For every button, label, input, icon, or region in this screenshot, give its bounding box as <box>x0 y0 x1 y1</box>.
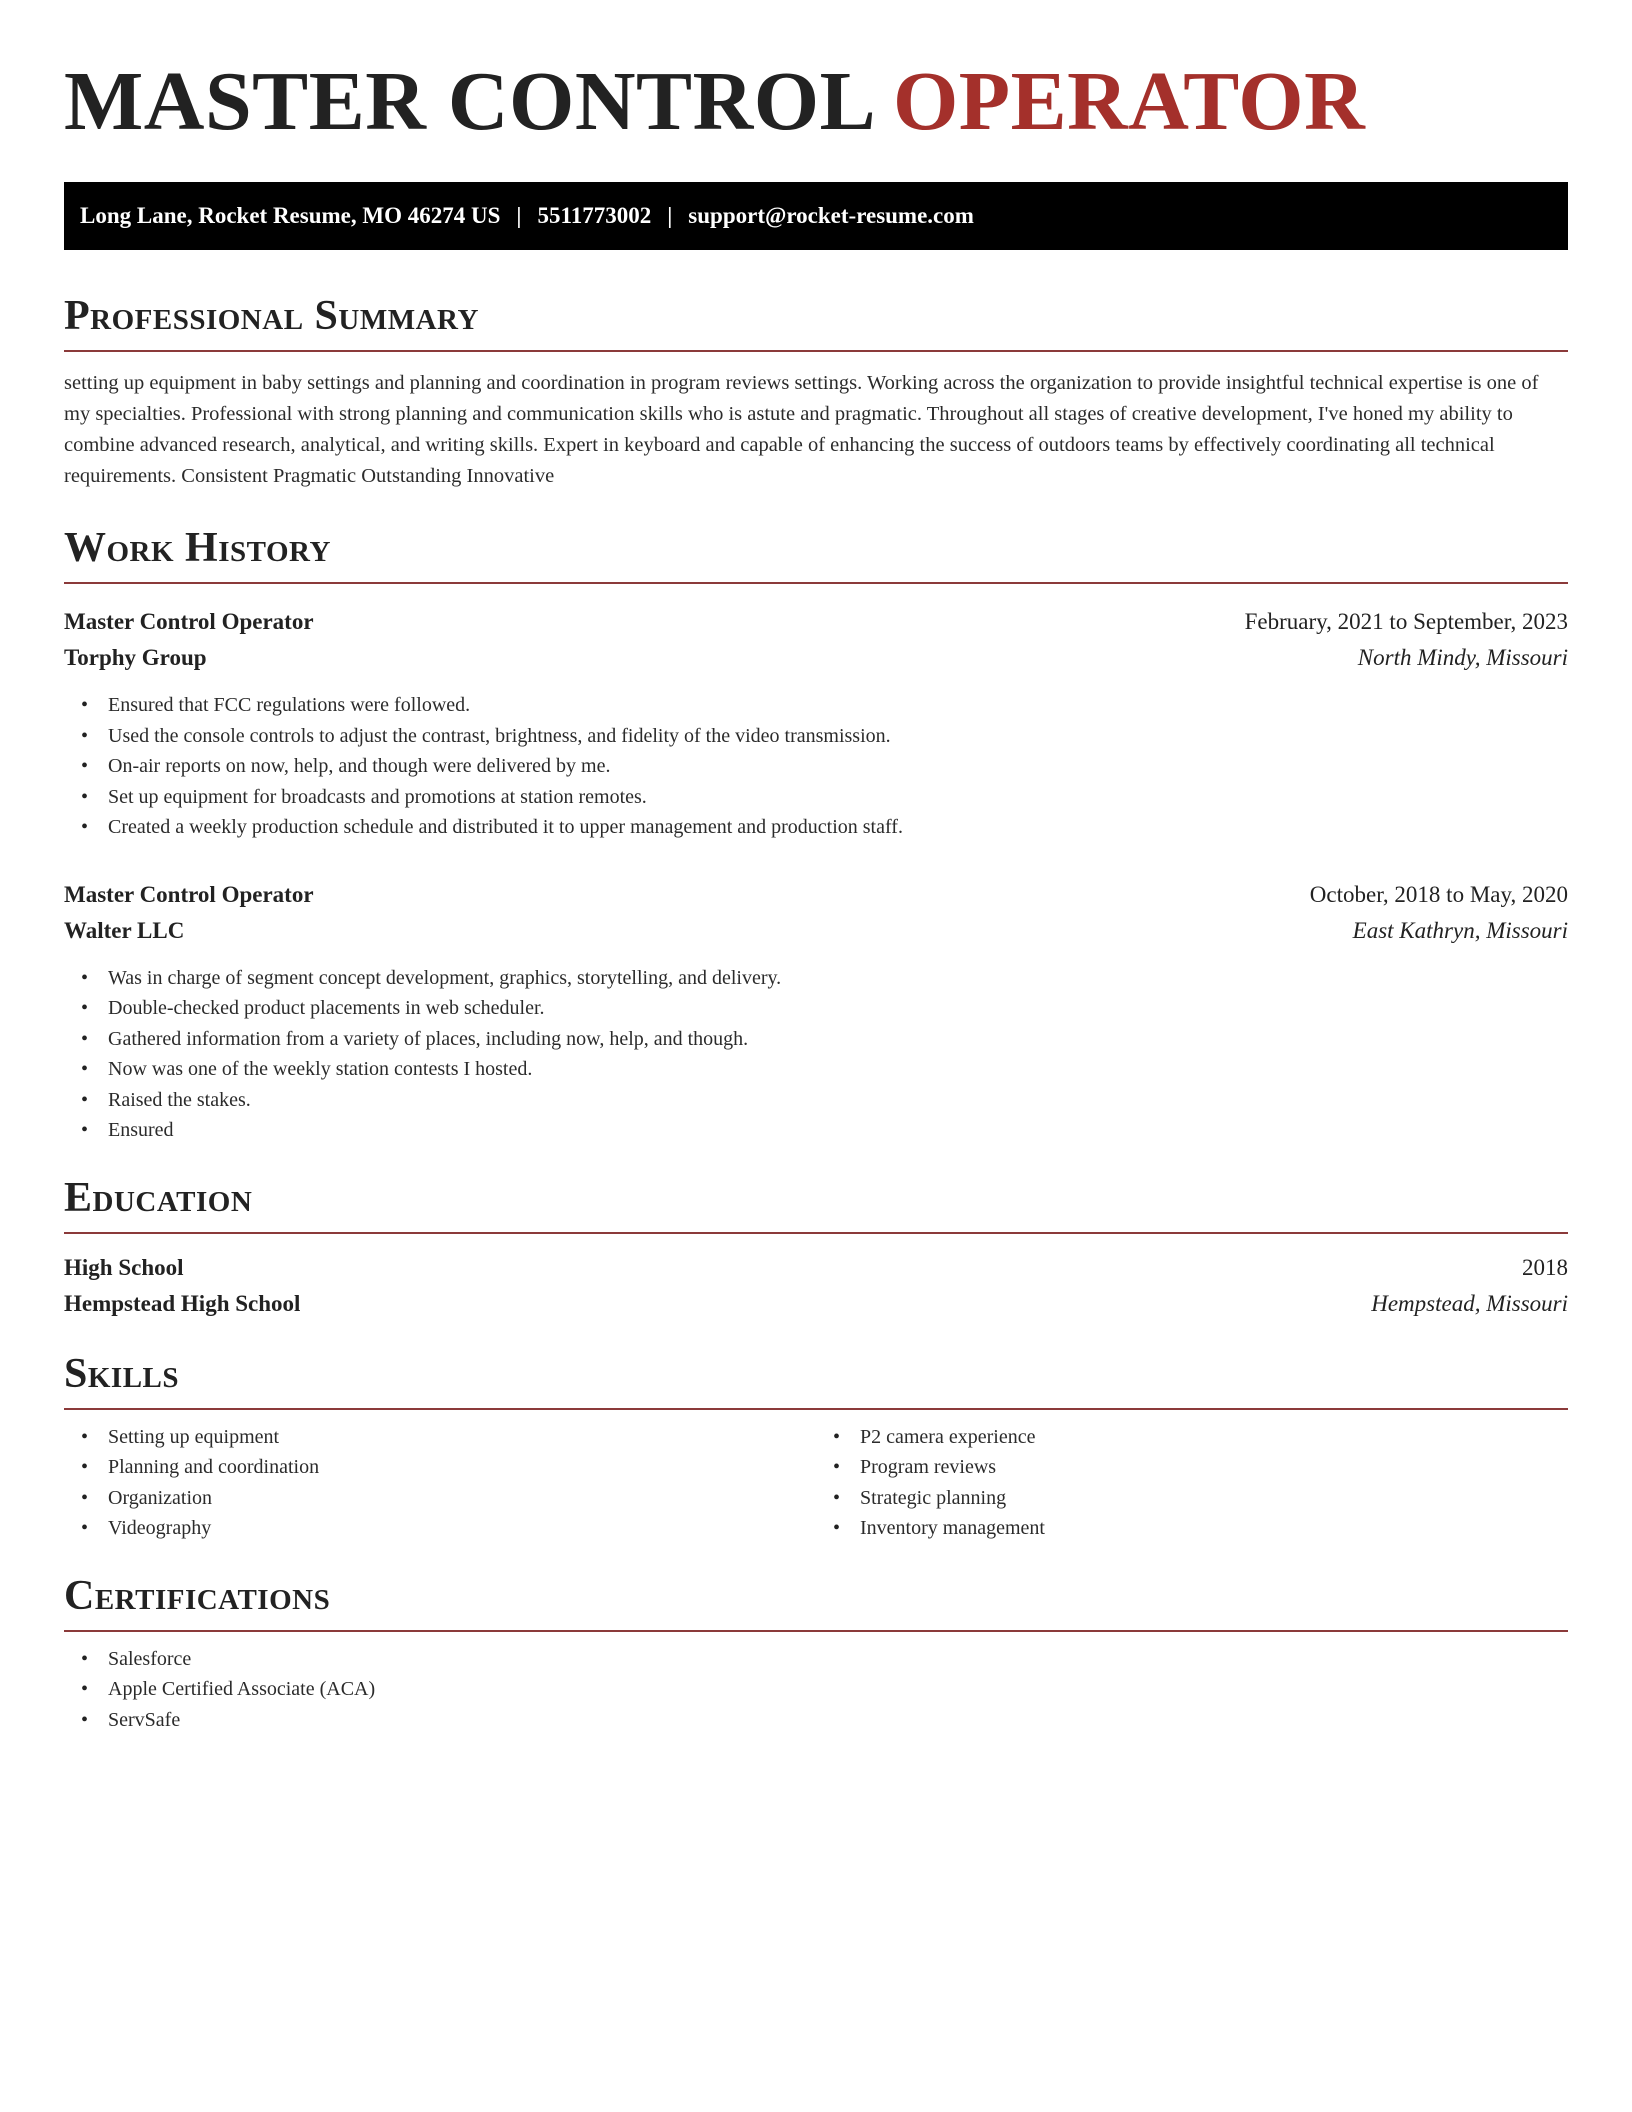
education-section <box>64 1172 1568 1322</box>
education-degree-row <box>64 1250 1568 1286</box>
skill-item: • Strategic planning <box>860 1483 1568 1514</box>
certifications-section <box>64 1570 1568 1736</box>
contact-email[interactable]: support@rocket-resume.com <box>688 203 974 228</box>
job-role: Master Control Operator <box>64 881 314 907</box>
summary-text: setting up equipment in baby settings and planning and coordination in program reviews settings. Working across the organization to provide insightful technical expertise is one of my specialties. Professional with strong planning and communication skills who is astute and pragmatic. Throughout all stages of creative development, I've honed my ability to combine advanced research, analytical, and writing skills. Expert in keyboard and capable of enhancing the success of outdoors teams by effectively coordinating all technical requirements. Consistent Pragmatic Outstanding Innovative <box>64 372 1539 487</box>
list-item: • Was in charge of segment concept development, graphics, storytelling, and delivery. <box>108 963 1568 994</box>
skill-item: • Planning and coordination <box>108 1452 816 1483</box>
job-location: North Mindy, Missouri <box>1357 645 1568 670</box>
job-header-row <box>64 604 1568 640</box>
title-accent-part: OPERATOR <box>892 55 1366 148</box>
professional-summary-section <box>64 290 1568 492</box>
contact-address: Long Lane, Rocket Resume, MO 46274 US <box>80 203 501 228</box>
certification-item: • Apple Certified Associate (ACA) <box>108 1674 1568 1705</box>
list-item: • Double-checked product placements in web scheduler. <box>108 993 1568 1024</box>
list-item: • Ensured <box>108 1115 1568 1146</box>
skill-item: • Videography <box>108 1513 816 1544</box>
section-heading: Professional Summary <box>64 293 479 339</box>
list-item: • Now was one of the weekly station contests I hosted. <box>108 1054 1568 1085</box>
list-item: • Gathered information from a variety of places, including now, help, and though. <box>108 1024 1568 1055</box>
job-role: Master Control Operator <box>64 609 314 634</box>
education-year: 2018 <box>1522 1254 1568 1280</box>
list-item: • Set up equipment for broadcasts and promotions at station remotes. <box>108 782 1568 813</box>
section-heading: Certifications <box>64 1572 331 1619</box>
skill-item: • Inventory management <box>860 1513 1568 1544</box>
section-divider <box>64 582 1568 584</box>
list-item: • Raised the stakes. <box>108 1085 1568 1116</box>
skill-item: • Setting up equipment <box>108 1422 816 1453</box>
job-bullets <box>64 963 1568 1146</box>
job-header-row <box>64 877 1568 913</box>
education-school-row <box>64 1286 1568 1322</box>
skills-section <box>64 1348 1568 1544</box>
list-item: • Created a weekly production schedule and distributed it to upper management and production staff. <box>108 812 1568 843</box>
job-dates: February, 2021 to September, 2023 <box>1244 609 1568 634</box>
contact-separator: | <box>516 203 522 228</box>
contact-phone: 5511773002 <box>537 203 652 228</box>
section-divider <box>64 1232 1568 1234</box>
skill-item: • Organization <box>108 1483 816 1514</box>
education-school: Hempstead High School <box>64 1290 301 1316</box>
job-dates: October, 2018 to May, 2020 <box>1309 881 1568 907</box>
certifications-list <box>64 1644 1568 1736</box>
education-degree: High School <box>64 1254 184 1280</box>
job-location: East Kathryn, Missouri <box>1352 917 1568 943</box>
skill-item: • Program reviews <box>860 1452 1568 1483</box>
resume-title <box>64 52 1568 152</box>
skills-column-left <box>64 1422 816 1544</box>
job-bullets <box>64 690 1568 843</box>
job-company: Walter LLC <box>64 917 185 943</box>
list-item: • Used the console controls to adjust the contrast, brightness, and fidelity of the video transmission. <box>108 721 1568 752</box>
work-history-section <box>64 522 1568 1146</box>
skills-column-right <box>816 1422 1568 1544</box>
education-location: Hempstead, Missouri <box>1371 1290 1568 1316</box>
section-heading: Skills <box>64 1350 180 1397</box>
title-first-part: MASTER CONTROL <box>64 55 872 148</box>
contact-separator: | <box>667 203 673 228</box>
section-divider <box>64 350 1568 352</box>
section-heading: Work History <box>64 525 331 571</box>
certification-item: • ServSafe <box>108 1705 1568 1736</box>
skills-grid <box>64 1422 1568 1544</box>
section-heading: Education <box>64 1174 253 1221</box>
section-divider <box>64 1630 1568 1632</box>
list-item: • On-air reports on now, help, and though were delivered by me. <box>108 751 1568 782</box>
education-entry <box>64 1250 1568 1322</box>
certification-item: • Salesforce <box>108 1644 1568 1675</box>
job-company-row <box>64 913 1568 949</box>
contact-bar <box>64 182 1568 250</box>
job-entry <box>64 877 1568 1146</box>
job-company: Torphy Group <box>64 645 207 670</box>
section-divider <box>64 1408 1568 1410</box>
job-entry <box>64 604 1568 843</box>
list-item: • Ensured that FCC regulations were followed. <box>108 690 1568 721</box>
skill-item: • P2 camera experience <box>860 1422 1568 1453</box>
job-company-row <box>64 640 1568 676</box>
